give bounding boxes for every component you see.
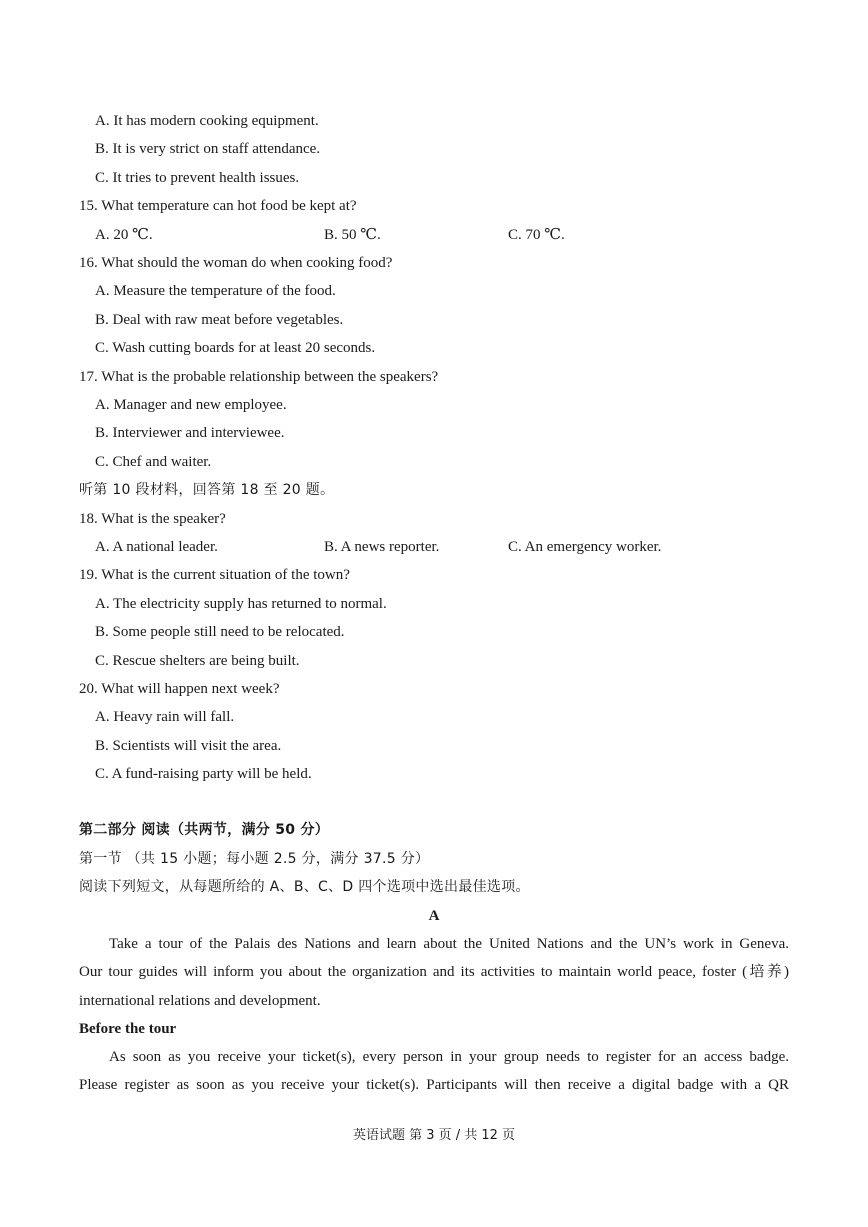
q15-option-b: B. 50 ℃. xyxy=(324,227,381,243)
q15-option-a: A. 20 ℃. xyxy=(95,227,153,243)
page-footer: 英语试题 第 3 页 / 共 12 页 xyxy=(352,1128,516,1143)
q17-option-c: C. Chef and waiter. xyxy=(95,454,212,470)
q16-option-c: C. Wash cutting boards for at least 20 seconds. xyxy=(95,340,376,356)
q17-option-b: B. Interviewer and interviewee. xyxy=(95,425,285,441)
passage-p1-line3: international relations and development. xyxy=(79,993,321,1009)
part2-heading: 第二部分 阅读（共两节，满分 50 分） xyxy=(79,822,330,838)
q17-stem: 17. What is the probable relationship between the speakers? xyxy=(79,369,439,385)
passage-subheading: Before the tour xyxy=(79,1021,177,1037)
q19-option-c: C. Rescue shelters are being built. xyxy=(95,653,300,669)
q19-option-a: A. The electricity supply has returned to normal. xyxy=(95,596,387,612)
q14-option-a: A. It has modern cooking equipment. xyxy=(95,113,319,129)
q14-option-b: B. It is very strict on staff attendance. xyxy=(95,141,321,157)
q15-options-row xyxy=(0,225,868,245)
q19-stem: 19. What is the current situation of the town? xyxy=(79,567,350,583)
q19-option-b: B. Some people still need to be relocated. xyxy=(95,624,345,640)
q18-option-b: B. A news reporter. xyxy=(324,539,440,555)
q16-option-b: B. Deal with raw meat before vegetables. xyxy=(95,312,344,328)
q18-option-a: A. A national leader. xyxy=(95,539,218,555)
q15-stem: 15. What temperature can hot food be kept at? xyxy=(79,198,357,214)
q20-option-b: B. Scientists will visit the area. xyxy=(95,738,282,754)
q18-options-row xyxy=(0,537,868,557)
q20-option-c: C. A fund-raising party will be held. xyxy=(95,766,312,782)
section10-instruction: 听第 10 段材料，回答第 18 至 20 题。 xyxy=(79,482,335,498)
part2-section1: 第一节 （共 15 小题；每小题 2.5 分，满分 37.5 分） xyxy=(79,851,430,867)
q15-option-c: C. 70 ℃. xyxy=(508,227,565,243)
passage-p2-line2: Please register as soon as you receive your ticket(s). Participants will then receive a digital badge with a QR xyxy=(79,1077,789,1093)
q18-option-c: C. An emergency worker. xyxy=(508,539,662,555)
passage-label: A xyxy=(428,908,440,924)
q20-stem: 20. What will happen next week? xyxy=(79,681,280,697)
q17-option-a: A. Manager and new employee. xyxy=(95,397,287,413)
q16-option-a: A. Measure the temperature of the food. xyxy=(95,283,336,299)
q16-stem: 16. What should the woman do when cooking food? xyxy=(79,255,393,271)
part2-instruction: 阅读下列短文，从每题所给的 A、B、C、D 四个选项中选出最佳选项。 xyxy=(79,879,530,895)
q14-option-c: C. It tries to prevent health issues. xyxy=(95,170,300,186)
passage-p1-line1: Take a tour of the Palais des Nations and learn about the United Nations and the UN’s work in Geneva. xyxy=(109,936,789,952)
q20-option-a: A. Heavy rain will fall. xyxy=(95,709,235,725)
passage-p2-line1: As soon as you receive your ticket(s), every person in your group needs to register for an access badge. xyxy=(109,1049,789,1065)
passage-p1-line2: Our tour guides will inform you about the organization and its activities to maintain world peace, foster (培养) xyxy=(79,964,789,980)
q18-stem: 18. What is the speaker? xyxy=(79,511,226,527)
